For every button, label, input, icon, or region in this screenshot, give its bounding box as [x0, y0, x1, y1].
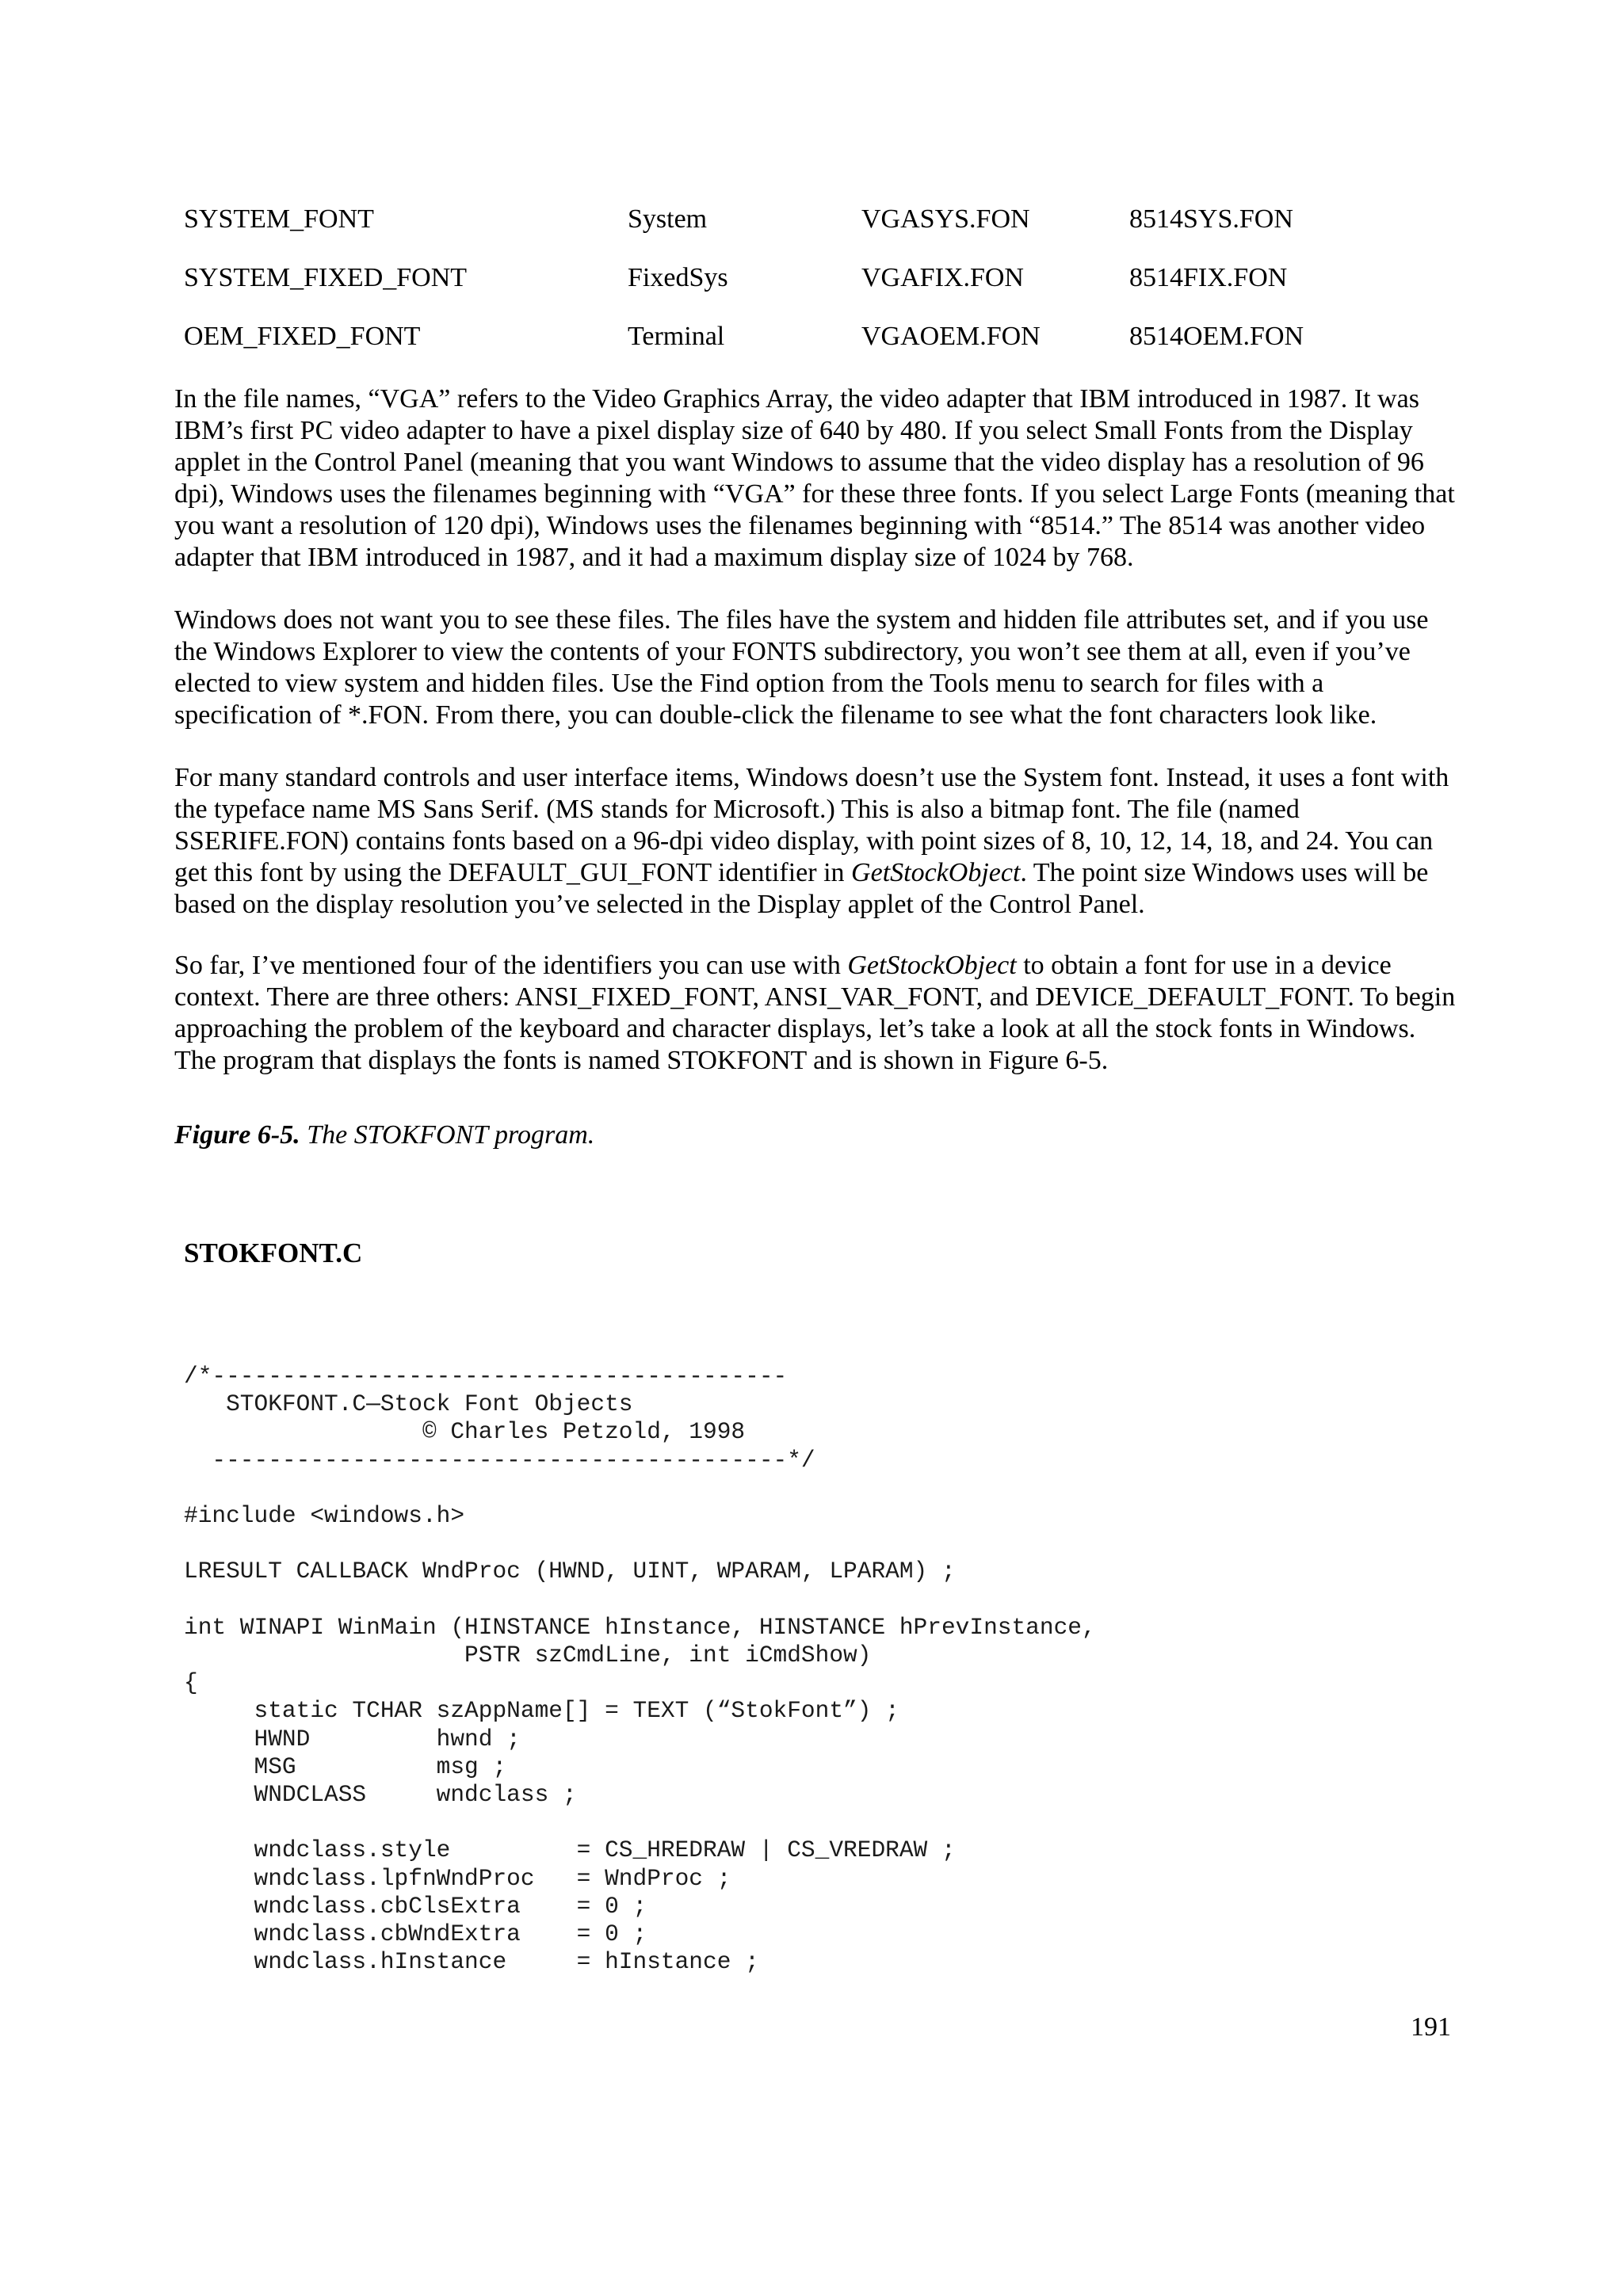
font-identifier: SYSTEM_FIXED_FONT [184, 263, 468, 292]
8514-filename: 8514OEM.FON [1129, 322, 1304, 351]
figure-caption [174, 1120, 594, 1150]
8514-filename: 8514SYS.FON [1129, 204, 1293, 234]
figure-label: Figure 6-5. [174, 1120, 300, 1150]
paragraph-text: So far, I’ve mentioned four of the identifiers you can use with [174, 951, 848, 980]
font-identifier: OEM_FIXED_FONT [184, 322, 421, 351]
figure-caption-text: The STOKFONT program. [300, 1120, 595, 1150]
code-listing: /*----------------------------------------- STOKFONT.C—Stock Font Objects © Charles Petzold, 1998 -----------------------------------------*/ #include <windows.h> LRESULT CALLBACK WndProc (HWND, UINT, WPARAM, LPARAM) ; int WINAPI WinMain (HINSTANCE hInstance, HINSTANCE hPrevInstance, PSTR szCmdLine, int iCmdShow) { static TCHAR szAppName[] = TEXT (“StokFont”) ; HWND hwnd ; MSG msg ; WNDCLASS wndclass ; wndclass.style = CS_HREDRAW | CS_VREDRAW ; wndclass.lpfnWndProc = WndProc ; wndclass.cbClsExtra = 0 ; wndclass.cbWndExtra = 0 ; wndclass.hInstance = hInstance ; [184, 1363, 1096, 1976]
paragraph-text: For many standard controls and user interface items, Windows doesn’t use the System font. Instead, it uses a font with the typeface name MS Sans Serif. (MS stands for Microsoft.) This is also a bitmap font. The file (named SSERIFE.FON) contains fonts based on a 96-dpi video display, with point sizes of 8, 10, 12, 14, 18, and 24. You can get this font by using the DEFAULT_GUI_FONT identifier in [174, 763, 1449, 887]
paragraph-text: . The point size Windows uses will be based on the display resolution you’ve selected in the Display applet of the Control Panel. [174, 858, 1429, 919]
source-file-title: STOKFONT.C [184, 1238, 363, 1268]
vga-filename: VGAFIX.FON [861, 263, 1024, 292]
function-name: GetStockObject [847, 951, 1017, 980]
paragraph-vga-filenames: In the file names, “VGA” refers to the Video Graphics Array, the video adapter that IBM introduced in 1987. It was IBM’s first PC video adapter to have a pixel display size of 640 by 480. If you select Small Fonts from the Display applet in the Control Panel (meaning that you want Windows to assume that the video display has a resolution of 96 dpi), Windows uses the filenames beginning with “VGA” for these three fonts. If you select Large Fonts (meaning that you want a resolution of 120 dpi), Windows uses the filenames beginning with “8514.” The 8514 was another video adapter that IBM introduced in 1987, and it had a maximum display size of 1024 by 768. [174, 384, 1455, 572]
font-typeface: System [628, 204, 708, 234]
function-name: GetStockObject [851, 858, 1021, 887]
font-typeface: FixedSys [628, 263, 728, 292]
vga-filename: VGAOEM.FON [861, 322, 1041, 351]
font-typeface: Terminal [628, 322, 725, 351]
paragraph-text: to obtain a font for use in a device context. There are three others: ANSI_FIXED_FONT, ANSI_VAR_FONT, and DEVICE_DEFAULT_FONT. To begin approaching the problem of the keyboard and character displays, let’s take a look at all the stock fonts in Windows. The program that displays the fonts is named STOKFONT and is shown in Figure 6-5. [174, 951, 1456, 1075]
paragraph-stock-identifiers [174, 950, 1458, 1077]
paragraph-hidden-files: Windows does not want you to see these files. The files have the system and hidden file attributes set, and if you use the Windows Explorer to view the contents of your FONTS subdirectory, you won’t see them at all, even if you’ve elected to view system and hidden files. Use the Find option from the Tools menu to search for files with a specification of *.FON. From there, you can double-click the filename to see what the font characters look like. [174, 605, 1429, 730]
8514-filename: 8514FIX.FON [1129, 263, 1288, 292]
page-number: 191 [1411, 2012, 1451, 2042]
vga-filename: VGASYS.FON [861, 204, 1030, 234]
paragraph-ms-sans-serif [174, 762, 1458, 921]
font-identifier: SYSTEM_FONT [184, 204, 374, 234]
